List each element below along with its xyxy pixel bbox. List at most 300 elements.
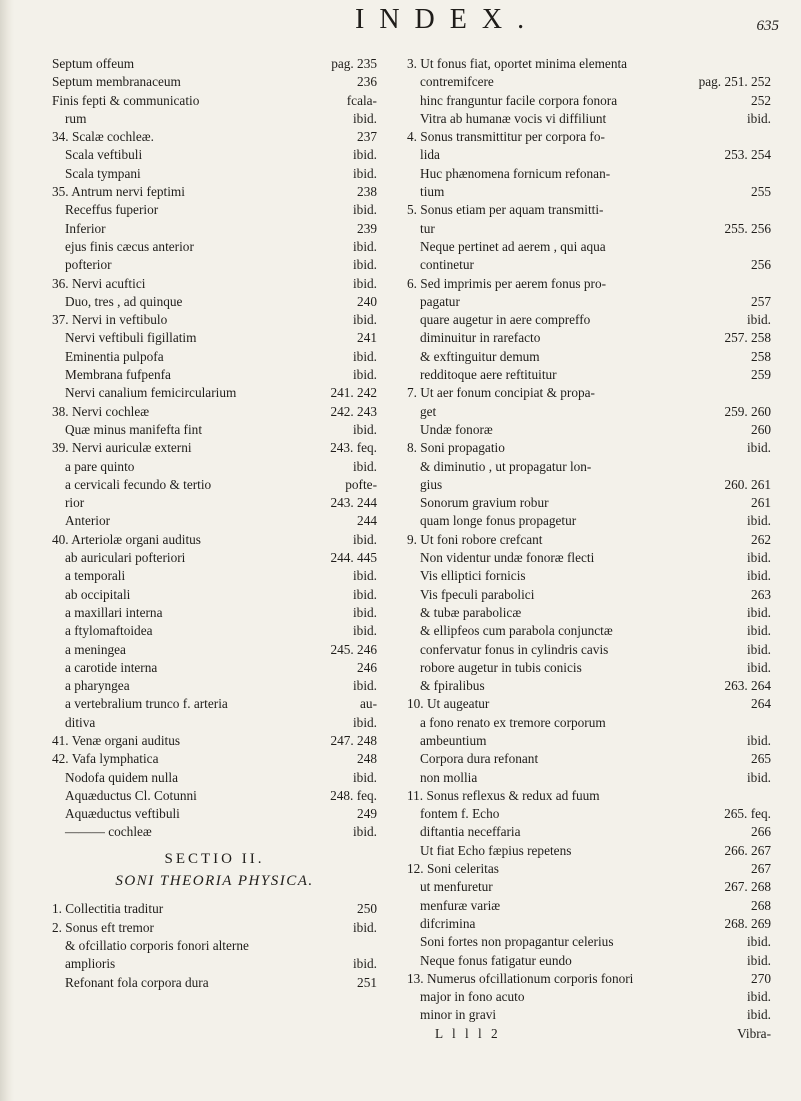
entry-text: Septum membranaceum [52,74,181,90]
entry-text: ab occipitali [65,586,131,602]
index-entry [52,955,377,973]
entry-page-ref: 260 [751,421,771,437]
entry-text: & ofcillatio corporis fonori alterne [65,937,249,953]
index-entry [407,659,771,677]
entry-text: 36. Nervi acuftici [52,275,146,291]
index-entry [407,842,771,860]
page-header [0,4,801,54]
entry-text: Neque pertinet ad aerem , qui aqua [420,238,606,254]
index-entry [52,165,377,183]
entry-page-ref: 255 [751,184,771,200]
entry-text: amplioris [65,956,116,972]
entry-text: non mollia [420,769,478,785]
entry-text: & fpiralibus [420,678,485,694]
left-column [52,55,377,992]
entry-page-ref: 260. 261 [724,476,771,492]
index-entry [407,476,771,494]
index-entry [52,384,377,402]
section-heading: SECTIO II. [164,850,265,867]
entry-page-ref: 248. feq. [330,787,377,803]
index-entry [407,146,771,164]
page-number: 635 [756,18,779,34]
index-entry [407,604,771,622]
index-entry [52,677,377,695]
running-head: INDEX. [355,4,540,35]
index-entry [52,769,377,787]
entry-page-ref: 265. feq. [724,806,771,822]
entry-page-ref: ibid. [352,586,377,602]
index-entry [52,55,377,73]
entry-page-ref: 243. 244 [330,495,377,511]
entry-page-ref: ibid. [746,659,771,675]
entry-page-ref: 245. 246 [330,641,377,657]
entry-page-ref: ibid. [352,202,377,218]
section-title: SONI THEORIA PHYSICA. [115,873,314,890]
index-entry [52,92,377,110]
entry-page-ref: ibid. [746,989,771,1005]
entry-text: a meningea [65,641,126,657]
entry-page-ref: ibid. [352,312,377,328]
entry-page-ref: 240 [357,293,377,309]
entry-text: 8. Soni propagatio [407,440,505,456]
entry-text: 12. Soni celeritas [407,861,499,877]
index-entry-list-right [407,55,771,1025]
entry-text: Ut fiat Echo fæpius repetens [420,842,572,858]
index-entry [52,403,377,421]
entry-page-ref: ibid. [352,367,377,383]
entry-page-ref: ibid. [352,623,377,639]
entry-text: a vertebralium trunco f. arteria [65,696,228,712]
entry-text: Vitra ab humanæ vocis vi diffiliunt [420,110,607,126]
index-entry [52,512,377,530]
entry-page-ref: 238 [357,184,377,200]
index-entry [407,622,771,640]
entry-page-ref: 243. feq. [330,440,377,456]
index-entry [407,165,771,183]
entry-page-ref: 251 [357,974,377,990]
index-entry [52,531,377,549]
index-entry [52,937,377,955]
entry-text: gius [420,476,443,492]
entry-page-ref: 242. 243 [330,403,377,419]
entry-page-ref: 264 [751,696,771,712]
entry-text: Scala veftibuli [65,147,143,163]
entry-text: 11. Sonus reflexus & redux ad fuum [407,787,600,803]
index-entry [52,787,377,805]
entry-text: Aquæductus Cl. Cotunni [65,787,197,803]
entry-text: ambeuntium [420,732,487,748]
entry-text: Refonant fola corpora dura [65,974,209,990]
index-entry [52,476,377,494]
index-entry [52,220,377,238]
entry-page-ref: 259 [751,367,771,383]
index-entry [407,897,771,915]
entry-page-ref: ibid. [746,604,771,620]
entry-page-ref: ibid. [352,714,377,730]
entry-text: Inferior [65,220,106,236]
index-entry [52,439,377,457]
index-entry [407,878,771,896]
index-entry [407,238,771,256]
entry-text: Non videntur undæ fonoræ flecti [420,550,595,566]
entry-text: fontem f. Echo [420,806,500,822]
entry-page-ref: ibid. [352,956,377,972]
index-entry [407,641,771,659]
entry-text: Receffus fuperior [65,202,159,218]
entry-text: 4. Sonus transmittitur per corpora fo- [407,129,605,145]
entry-text: Vis fpeculi parabolici [420,586,535,602]
entry-page-ref: ibid. [352,257,377,273]
entry-text: Neque fonus fatigatur eundo [420,952,572,968]
entry-text: tur [420,220,435,236]
index-entry [407,933,771,951]
entry-page-ref: 255. 256 [724,220,771,236]
entry-page-ref: 268. 269 [724,915,771,931]
index-entry [52,549,377,567]
entry-page-ref: 263 [751,586,771,602]
index-entry [52,293,377,311]
entry-text: a cervicali fecundo & tertio [65,476,212,492]
index-entry [407,92,771,110]
index-entry-list-section [52,900,377,991]
entry-text: a temporali [65,568,126,584]
entry-page-ref: ibid. [352,568,377,584]
entry-text: 3. Ut fonus fiat, oportet minima elementa [407,56,628,71]
index-entry [407,567,771,585]
entry-text: Finis fepti & communicatio [52,92,200,108]
entry-page-ref: 253. 254 [724,147,771,163]
index-entry [52,805,377,823]
entry-page-ref: ibid. [352,165,377,181]
entry-text: diftantia neceffaria [420,824,521,840]
entry-page-ref: ibid. [746,568,771,584]
entry-text: 10. Ut augeatur [407,696,490,712]
index-entry [52,732,377,750]
entry-page-ref: 244. 445 [330,550,377,566]
index-entry [407,421,771,439]
entry-text: Nervi veftibuli figillatim [65,330,197,346]
entry-page-ref: 239 [357,220,377,236]
entry-text: Aquæductus veftibuli [65,806,180,822]
entry-text: ——— cochleæ [65,824,152,840]
index-entry [407,549,771,567]
entry-text: ejus finis cæcus anterior [65,238,194,254]
entry-text: Huc phænomena fornicum refonan- [420,165,611,181]
book-gutter [0,0,14,1101]
index-entry [52,146,377,164]
entry-page-ref: 259. 260 [724,403,771,419]
entry-text: 9. Ut foni robore crefcant [407,531,543,547]
entry-page-ref: 267 [751,861,771,877]
entry-text: pofterior [65,257,112,273]
entry-text: 39. Nervi auriculæ externi [52,440,192,456]
entry-text: Membrana fufpenfa [65,367,171,383]
entry-text: & ellipfeos cum parabola conjunctæ [420,623,613,639]
entry-text: Undæ fonoræ [420,421,493,437]
index-entry [407,970,771,988]
index-entry [407,769,771,787]
index-entry [407,348,771,366]
entry-text: get [420,403,437,419]
index-entry [407,677,771,695]
index-entry [52,201,377,219]
entry-page-ref: 257. 258 [724,330,771,346]
index-entry [407,275,771,293]
entry-page-ref: pag. 251. 252 [698,74,771,90]
entry-page-ref: 267. 268 [724,879,771,895]
entry-page-ref: pag. 235 [331,56,377,71]
entry-text: quare augetur in aere compreffo [420,312,591,328]
index-entry [52,128,377,146]
index-entry [407,787,771,805]
index-entry [407,311,771,329]
entry-page-ref: ibid. [352,147,377,163]
entry-page-ref: pofte- [345,476,377,492]
index-entry [407,805,771,823]
entry-page-ref: ibid. [746,641,771,657]
entry-page-ref: 249 [357,806,377,822]
index-entry [407,952,771,970]
entry-page-ref: 236 [357,74,377,90]
entry-page-ref: ibid. [746,440,771,456]
entry-text: 38. Nervi cochleæ [52,403,150,419]
index-entry [52,256,377,274]
entry-page-ref: 250 [357,901,377,917]
entry-text: Soni fortes non propagantur celerius [420,934,614,950]
entry-page-ref: 258 [751,348,771,364]
entry-page-ref: ibid. [352,421,377,437]
entry-text: 7. Ut aer fonum concipiat & propa- [407,385,595,401]
index-entry [407,512,771,530]
index-entry [407,750,771,768]
catchword: Vibra- [737,1025,771,1041]
entry-page-ref: 261 [751,495,771,511]
index-entry [407,329,771,347]
entry-text: minor in gravi [420,1007,497,1023]
entry-text: Eminentia pulpofa [65,348,164,364]
index-entry [52,567,377,585]
entry-page-ref: ibid. [352,678,377,694]
entry-text: robore augetur in tubis conicis [420,659,582,675]
entry-page-ref: 263. 264 [724,678,771,694]
entry-text: 34. Scalæ cochleæ. [52,129,154,145]
entry-page-ref: ibid. [746,550,771,566]
index-entry [52,311,377,329]
index-entry [52,494,377,512]
entry-text: a fono renato ex tremore corporum [420,714,606,730]
entry-page-ref: ibid. [746,952,771,968]
entry-text: 37. Nervi in veftibulo [52,312,168,328]
entry-page-ref: ibid. [352,238,377,254]
entry-text: major in fono acuto [420,989,525,1005]
entry-page-ref: ibid. [352,604,377,620]
index-entry [407,860,771,878]
entry-page-ref: 246 [357,659,377,675]
entry-text: 35. Antrum nervi feptimi [52,184,185,200]
entry-page-ref: ibid. [746,732,771,748]
index-entry [52,73,377,91]
entry-text: confervatur fonus in cylindris cavis [420,641,609,657]
page-footer [407,1025,771,1043]
entry-text: redditoque aere reftituitur [420,367,557,383]
entry-page-ref: ibid. [746,1007,771,1023]
index-entry [407,183,771,201]
index-entry [52,348,377,366]
entry-text: Vis elliptici fornicis [420,568,526,584]
index-entry [52,366,377,384]
entry-page-ref: 244 [357,513,377,529]
index-entry [52,586,377,604]
index-entry [52,622,377,640]
index-entry [52,974,377,992]
index-entry [407,366,771,384]
entry-page-ref: 252 [751,92,771,108]
entry-text: continetur [420,257,474,273]
entry-text: Sonorum gravium robur [420,495,549,511]
index-entry [52,421,377,439]
index-entry [52,183,377,201]
entry-text: 5. Sonus etiam per aquam transmitti- [407,202,604,218]
entry-page-ref: ibid. [746,110,771,126]
entry-page-ref: ibid. [352,275,377,291]
index-entry [52,659,377,677]
entry-page-ref: ibid. [352,110,377,126]
index-entry [407,220,771,238]
entry-text: a ftylomaftoidea [65,623,153,639]
entry-page-ref: 266. 267 [724,842,771,858]
index-entry [407,293,771,311]
entry-text: ab auriculari pofteriori [65,550,186,566]
entry-page-ref: 265 [751,751,771,767]
index-entry [407,403,771,421]
entry-text: pagatur [420,293,460,309]
entry-text: & diminutio , ut propagatur lon- [420,458,592,474]
entry-text: Duo, tres , ad quinque [65,293,183,309]
entry-page-ref: 247. 248 [330,732,377,748]
entry-text: Quæ minus manifefta fint [65,421,203,437]
index-entry [407,128,771,146]
entry-text: Anterior [65,513,111,529]
entry-page-ref: ibid. [746,312,771,328]
index-entry [407,915,771,933]
entry-text: a carotide interna [65,659,158,675]
entry-text: menfuræ variæ [420,897,501,913]
entry-page-ref: ibid. [352,769,377,785]
entry-text: hinc franguntur facile corpora fonora [420,92,618,108]
index-entry [52,695,377,713]
index-entry [407,73,771,91]
entry-text: diminuitur in rarefacto [420,330,541,346]
index-entry [52,604,377,622]
index-entry [52,275,377,293]
entry-text: 1. Collectitia traditur [52,901,164,917]
index-entry [407,201,771,219]
entry-text: tium [420,184,445,200]
entry-text: & exftinguitur demum [420,348,540,364]
entry-page-ref: 256 [751,257,771,273]
index-entry [407,695,771,713]
entry-page-ref: ibid. [352,531,377,547]
entry-page-ref: 268 [751,897,771,913]
entry-text: Septum offeum [52,56,135,71]
entry-text: Nodofa quidem nulla [65,769,178,785]
entry-text: rum [65,110,87,126]
index-entry [407,55,771,73]
entry-text: 13. Numerus ofcillationum corporis fonori [407,970,634,986]
entry-page-ref: ibid. [746,623,771,639]
entry-page-ref: 237 [357,129,377,145]
entry-text: & tubæ parabolicæ [420,604,522,620]
entry-text: a pharyngea [65,678,130,694]
index-entry [52,750,377,768]
entry-page-ref: ibid. [352,458,377,474]
index-entry [407,1006,771,1024]
entry-text: a maxillari interna [65,604,163,620]
index-entry [52,714,377,732]
entry-page-ref: 270 [751,970,771,986]
entry-page-ref: ibid. [352,919,377,935]
index-entry [407,384,771,402]
entry-page-ref: 262 [751,531,771,547]
entry-text: Corpora dura refonant [420,751,539,767]
entry-page-ref: au- [360,696,377,712]
index-entry [407,256,771,274]
entry-page-ref: ibid. [746,513,771,529]
entry-text: difcrimina [420,915,476,931]
index-entry [407,732,771,750]
entry-text: 40. Arteriolæ organi auditus [52,531,201,547]
entry-page-ref: ibid. [746,769,771,785]
index-entry [52,641,377,659]
entry-text: 41. Venæ organi auditus [52,732,181,748]
index-entry [52,110,377,128]
index-entry [407,988,771,1006]
entry-text: ditiva [65,714,96,730]
entry-text: Scala tympani [65,165,141,181]
signature-mark: L l l l 2 [435,1025,501,1041]
entry-text: quam longe fonus propagetur [420,513,577,529]
index-entry [407,494,771,512]
index-entry [407,110,771,128]
index-entry [52,329,377,347]
entry-text: Nervi canalium femicircularium [65,385,237,401]
index-entry [52,458,377,476]
entry-page-ref: ibid. [746,934,771,950]
entry-page-ref: 266 [751,824,771,840]
index-entry [52,238,377,256]
entry-text: rior [65,495,85,511]
index-entry [407,439,771,457]
entry-page-ref: 241. 242 [330,385,377,401]
index-entry [407,531,771,549]
entry-page-ref: ibid. [352,348,377,364]
entry-page-ref: 248 [357,751,377,767]
entry-text: a pare quinto [65,458,135,474]
entry-text: contremifcere [420,74,494,90]
index-entry [407,714,771,732]
index-entry [52,823,377,841]
index-entry [407,823,771,841]
entry-text: 2. Sonus eft tremor [52,919,154,935]
entry-page-ref: fcala- [346,92,377,108]
index-entry [52,900,377,918]
index-entry-list-left [52,55,377,842]
entry-page-ref: ibid. [352,824,377,840]
entry-text: ut menfuretur [420,879,493,895]
entry-page-ref: 241 [357,330,377,346]
index-entry [407,586,771,604]
entry-text: 42. Vafa lymphatica [52,751,159,767]
